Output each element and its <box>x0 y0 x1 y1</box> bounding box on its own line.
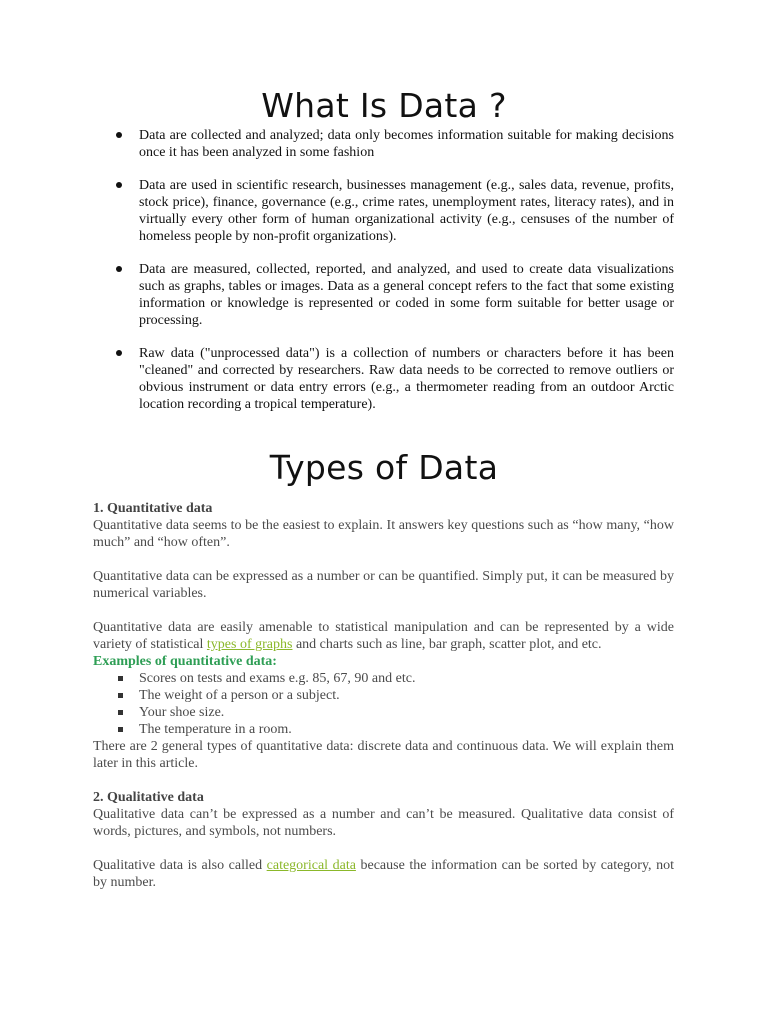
paragraph: There are 2 general types of quantitative data: discrete data and continuous data. We will explain them later in this article. <box>93 739 674 771</box>
categorical-data-link[interactable]: categorical data <box>266 858 356 873</box>
quantitative-heading: 1. Quantitative data <box>93 501 213 516</box>
types-section <box>93 500 674 891</box>
bullet-item: Raw data ("unprocessed data") is a collection of numbers or characters before it has been "cleaned" and corrected by researchers. Raw data needs to be corrected to remove outliers or obvious instrument or data entry errors (e.g., a thermometer reading from an outdoor Arctic location recording a tropical temperature). <box>139 346 674 412</box>
bullet-item: Data are collected and analyzed; data only becomes information suitable for making decisions once it has been analyzed in some fashion <box>139 128 674 160</box>
paragraph-text: Qualitative data is also called <box>93 858 267 873</box>
types-of-graphs-link[interactable]: types of graphs <box>206 637 293 652</box>
paragraph <box>93 857 674 891</box>
paragraph <box>93 619 674 653</box>
paragraph: Quantitative data seems to be the easiest to explain. It answers key questions such as “how many, “how much” and “how often”. <box>93 518 674 550</box>
examples-list <box>93 670 674 738</box>
paragraph-text: because the information can be sorted by category, not by number. <box>93 858 674 890</box>
qualitative-heading: 2. Qualitative data <box>93 790 204 805</box>
list-item: The weight of a person or a subject. <box>139 687 674 704</box>
section-title: Types of Data <box>269 448 499 487</box>
page-title: What Is Data ? <box>261 86 507 125</box>
bullet-item: Data are used in scientific research, businesses management (e.g., sales data, revenue, profits, stock price), finance, governance (e.g., crime rates, unemployment rates, literacy rates), and in virtually every other form of human organizational activity (e.g., censuses of the number of homeless people by non-profit organizations). <box>139 178 674 244</box>
list-item: The temperature in a room. <box>139 721 674 738</box>
paragraph-text: Quantitative data are easily amenable to statistical manipulation and can be represented by a wide variety of statistical <box>93 620 674 652</box>
paragraph-text: and charts such as line, bar graph, scatter plot, and etc. <box>292 637 602 652</box>
bullet-item: Data are measured, collected, reported, and analyzed, and used to create data visualizations such as graphs, tables or images. Data as a general concept refers to the fact that some existing information or knowledge is represented or coded in some form suitable for better usage or processing. <box>139 262 674 328</box>
examples-heading: Examples of quantitative data: <box>93 654 277 669</box>
data-bullet-list <box>139 127 674 429</box>
list-item: Your shoe size. <box>139 704 674 721</box>
paragraph: Qualitative data can’t be expressed as a number and can’t be measured. Qualitative data consist of words, pictures, and symbols, not numbers. <box>93 807 674 839</box>
paragraph: Quantitative data can be expressed as a number or can be quantified. Simply put, it can be measured by numerical variables. <box>93 569 674 601</box>
list-item: Scores on tests and exams e.g. 85, 67, 90 and etc. <box>139 670 674 687</box>
